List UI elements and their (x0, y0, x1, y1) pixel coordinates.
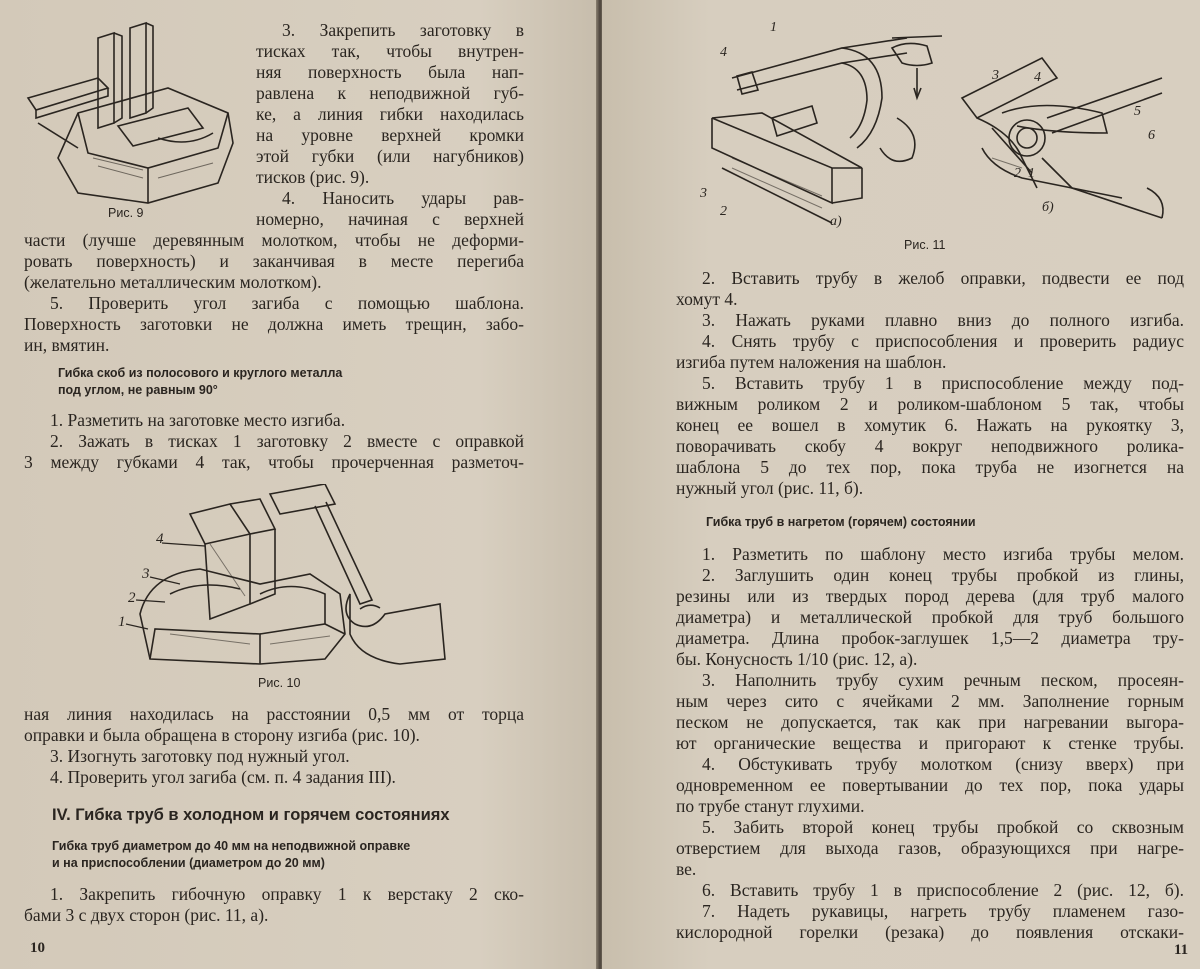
text-line: няя поверхность была нап- (256, 62, 524, 82)
step-4-continuation (24, 230, 524, 293)
figure-11-caption: Рис. 11 (904, 238, 946, 252)
steps-fixture (676, 268, 1184, 499)
figure-10-bending-illustration (110, 484, 450, 674)
fig11b-label-4: 4 (1034, 70, 1041, 85)
heading-line: Гибка труб диаметром до 40 мм на неподвижной оправке (52, 839, 411, 853)
left-page (0, 0, 598, 969)
text-line: 5. Вставить трубу 1 в приспособление между под- (702, 373, 1184, 393)
fig10-label-1: 1 (118, 614, 126, 630)
steps-3-4-column (256, 20, 524, 230)
text-line: конец ее вошел в хомутик 6. Нажать на рукоятку 3, (676, 415, 1184, 435)
fig11a-label-4: 4 (720, 45, 727, 60)
steps-brackets (24, 410, 524, 473)
text-line: по трубе станут глухими. (676, 796, 865, 816)
fig10-label-3: 3 (142, 566, 150, 582)
text-line: (желательно металлическим молотком). (24, 272, 322, 292)
fig11b-label-5: 5 (1134, 104, 1141, 119)
fig11b-label-3: 3 (992, 68, 999, 83)
text-line: 3. Наполнить трубу сухим речным песком, просеян- (702, 670, 1184, 690)
steps-after-fig10 (24, 704, 524, 788)
text-line: резины или из твердых пород дерева (для труб малого (676, 586, 1184, 606)
text-line: бами 3 с двух сторон (рис. 11, а). (24, 905, 269, 925)
text-line: отверстием для выхода газов, образующихся при нагре- (676, 838, 1184, 858)
fig11a-label-a: а) (830, 214, 842, 229)
text-line: 5. Забить второй конец трубы пробкой со сквозным (702, 817, 1184, 837)
text-line: ве. (676, 859, 697, 879)
fig11b-label-2: 2 (1014, 166, 1021, 181)
text-line: одновременном ее повертывании до тех пор, пока удары (676, 775, 1184, 795)
text-line: 7. Надеть рукавицы, нагреть трубу пламенем газо- (702, 901, 1184, 921)
heading-line: и на приспособлении (диаметром до 20 мм) (52, 856, 325, 870)
fig11a-label-3: 3 (700, 186, 707, 201)
section-heading-pipes-cold (52, 838, 410, 872)
fig11b-label-1: 1 (1028, 166, 1035, 181)
text-line: бы. Конусность 1/10 (рис. 12, а). (676, 649, 918, 669)
text-line: этой губки (или нагубников) (256, 146, 524, 166)
fig11a-label-1: 1 (770, 20, 777, 35)
text-line: ют органические вещества и пригорают к стенке трубы. (676, 733, 1184, 753)
steps-pipe-cold (24, 884, 524, 926)
fig10-label-4: 4 (156, 531, 164, 547)
text-line: шаблона 5 до тех пор, пока труба не изогнется на (676, 457, 1184, 477)
text-line: диаметра. Длина пробок-заглушек 1,5—2 диаметра тру- (676, 628, 1184, 648)
text-line: тисков (рис. 9). (256, 167, 370, 187)
section-heading-hot-bending: Гибка труб в нагретом (горячем) состоянии (706, 515, 976, 529)
text-line: вижным роликом 2 и роликом-шаблоном 5 так, чтобы (676, 394, 1184, 414)
heading-line: Гибка скоб из полосового и круглого металла (58, 366, 343, 380)
text-line: изгиба путем наложения на шаблон. (676, 352, 947, 372)
text-line: тисках так, чтобы внутрен- (256, 41, 524, 61)
text-line: 6. Вставить трубу 1 в приспособление 2 (рис. 12, б). (702, 880, 1184, 900)
text-line: равлена к неподвижной губ- (256, 83, 524, 103)
fig10-label-2: 2 (128, 590, 136, 606)
text-line: 5. Проверить угол загиба с помощью шаблона. (50, 293, 524, 313)
text-line: 4. Наносить удары рав- (282, 188, 524, 208)
text-line: 2. Вставить трубу в желоб оправки, подвести ее под (702, 268, 1184, 288)
text-line: 3. Изогнуть заготовку под нужный угол. (50, 746, 350, 766)
text-line: 3. Закрепить заготовку в (282, 20, 524, 40)
text-line: на уровне верхней кромки (256, 125, 524, 145)
text-line: части (лучше деревянным молотком, чтобы не деформи- (24, 230, 524, 250)
text-line: 3 между губками 4 так, чтобы прочерченная разметоч- (24, 452, 524, 472)
text-line: диаметра) и металлической пробкой для труб большого (676, 607, 1184, 627)
text-line: песком не допускается, так как при нагревании выгора- (676, 712, 1184, 732)
text-line: ным через сито с ячейками 2 мм. Заполнение горным (676, 691, 1184, 711)
figure-10-caption: Рис. 10 (258, 676, 301, 690)
text-line: Поверхность заготовки не должна иметь трещин, забо- (24, 314, 524, 334)
text-line: кислородной горелки (резака) до появления отскаки- (676, 922, 1184, 942)
text-line: нужный угол (рис. 11, б). (676, 478, 864, 498)
steps-hot-bending (676, 544, 1184, 943)
figure-9-vise-illustration (18, 18, 250, 208)
text-line: ровать поверхность) и заканчивая в месте перегиба (24, 251, 524, 271)
fig11b-label-6: 6 (1148, 128, 1155, 143)
text-line: 1. Закрепить гибочную оправку 1 к верстаку 2 ско- (50, 884, 524, 904)
heading-line: под углом, не равным 90° (58, 383, 218, 397)
text-line: 1. Разметить по шаблону место изгиба трубы мелом. (702, 544, 1184, 564)
text-line: 4. Обстукивать трубу молотком (снизу вверх) при (702, 754, 1184, 774)
text-line: хомут 4. (676, 289, 738, 309)
step-5 (24, 293, 524, 356)
figure-9-caption: Рис. 9 (108, 206, 144, 220)
section-heading-brackets (58, 365, 342, 399)
text-line: поворачивать скобу 4 вокруг неподвижного ролика- (676, 436, 1184, 456)
right-page (602, 0, 1200, 969)
text-line: ин, вмятин. (24, 335, 110, 355)
text-line: 2. Зажать в тисках 1 заготовку 2 вместе с оправкой (50, 431, 524, 451)
text-line: 1. Разметить на заготовке место изгиба. (50, 410, 346, 430)
text-line: ке, а линия гибки находилась (256, 104, 524, 124)
figure-11-pipe-bending-fixture (692, 18, 1172, 233)
fig11a-label-2: 2 (720, 204, 727, 219)
text-line: номерно, начиная с верхней (256, 209, 524, 229)
text-line: оправки и была обращена в сторону изгиба (рис. 10). (24, 725, 420, 745)
text-line: 2. Заглушить один конец трубы пробкой из глины, (702, 565, 1184, 585)
text-line: 3. Нажать руками плавно вниз до полного изгиба. (702, 310, 1184, 330)
text-line: ная линия находилась на расстоянии 0,5 мм от торца (24, 704, 524, 724)
page-number-right: 11 (1174, 942, 1189, 958)
section-title-iv: IV. Гибка труб в холодном и горячем состояниях (52, 806, 450, 824)
page-number-left: 10 (30, 940, 45, 956)
text-line: 4. Проверить угол загиба (см. п. 4 задания III). (50, 767, 396, 787)
text-line: 4. Снять трубу с приспособления и проверить радиус (702, 331, 1184, 351)
fig11b-label-b: б) (1042, 200, 1054, 215)
